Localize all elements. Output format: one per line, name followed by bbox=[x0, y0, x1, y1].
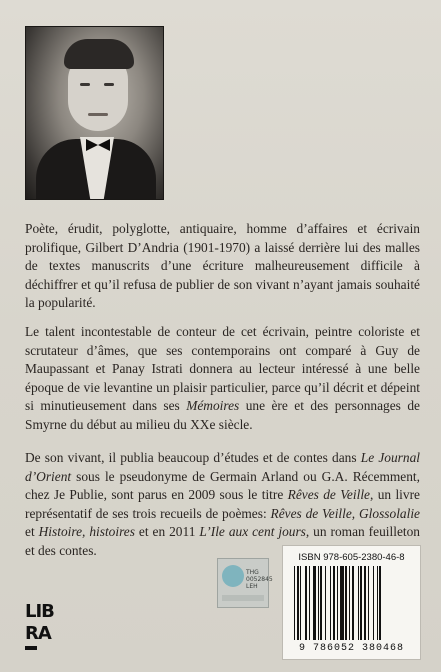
journal-title: Le Journal d’Orient bbox=[25, 450, 420, 484]
distributor-sticker bbox=[217, 558, 273, 608]
paragraph-publications bbox=[25, 449, 420, 560]
book-title-glossolalie: Rêves de Veille, Glossolalie bbox=[270, 505, 420, 521]
paragraph-talent bbox=[25, 323, 420, 434]
pub-text-b: sous le pseudonyme de Germain Arland ou G.A. Récemment, chez Je Publie, sont parus en 2009 sous le titre bbox=[25, 468, 420, 502]
pub-text-a: De son vivant, il publia beaucoup d’études et de contes dans bbox=[25, 450, 361, 465]
book-title-reves: Rêves de Veille bbox=[287, 487, 370, 502]
book-title-ile: L’Ile aux cent jours bbox=[199, 524, 306, 539]
sticker-line-2: 0052845 bbox=[246, 576, 273, 583]
logo-line-2: RA bbox=[25, 623, 51, 644]
paragraph-bio-text: Poète, érudit, polyglotte, antiquaire, homme d’affaires et écrivain prolifique, Gilbert D’Andria (1901-1970) a laissé derrière lui des malles de textes manuscrits d’une écriture malheureusement difficile à déchiffrer et qu’il refusa de publier de son vivant n’ayant jamais souhaité la popularité. bbox=[25, 221, 420, 310]
barcode-digits: 9 786052 380468 bbox=[298, 643, 404, 654]
pub-text-d: et bbox=[25, 524, 39, 539]
sticker-label bbox=[246, 569, 273, 590]
paragraph-talent-text-a: Le talent incontestable de conteur de cet écrivain, peintre coloriste et scrutateur d’âmes, que ses contemporains ont comparé à Guy de Maupassant et Panay Istrati donnera au lecteur intéressé à une belle époque de vie levantine un plaisir particulier, parce qu’il décrit et dépeint si minutieusement dans ses bbox=[25, 324, 420, 413]
book-title-histoire: Histoire, histoires bbox=[38, 524, 135, 539]
isbn-barcode bbox=[282, 545, 421, 660]
paragraph-talent-text-b: une ère et des personnages de Smyrne du début au milieu du XXe siècle. bbox=[25, 398, 420, 432]
sticker-line-1: THG bbox=[246, 569, 259, 576]
barcode-bars bbox=[294, 566, 409, 640]
logo-line-1: LIB bbox=[25, 601, 54, 622]
sticker-logo-icon bbox=[222, 565, 244, 587]
author-portrait bbox=[25, 26, 164, 200]
publisher-logo bbox=[25, 602, 65, 650]
memoires-title: Mémoires bbox=[186, 398, 240, 413]
paragraph-bio bbox=[25, 220, 420, 313]
pub-text-f: , un roman feuilleton et des contes. bbox=[25, 524, 420, 558]
pub-text-e: et en 2011 bbox=[134, 524, 200, 539]
sticker-line-3: LEH bbox=[246, 583, 258, 590]
isbn-label: ISBN 978-605-2380-46-8 bbox=[298, 552, 405, 563]
pub-text-c: , un livre représentatif de ses trois recueils de poèmes: bbox=[25, 487, 420, 521]
